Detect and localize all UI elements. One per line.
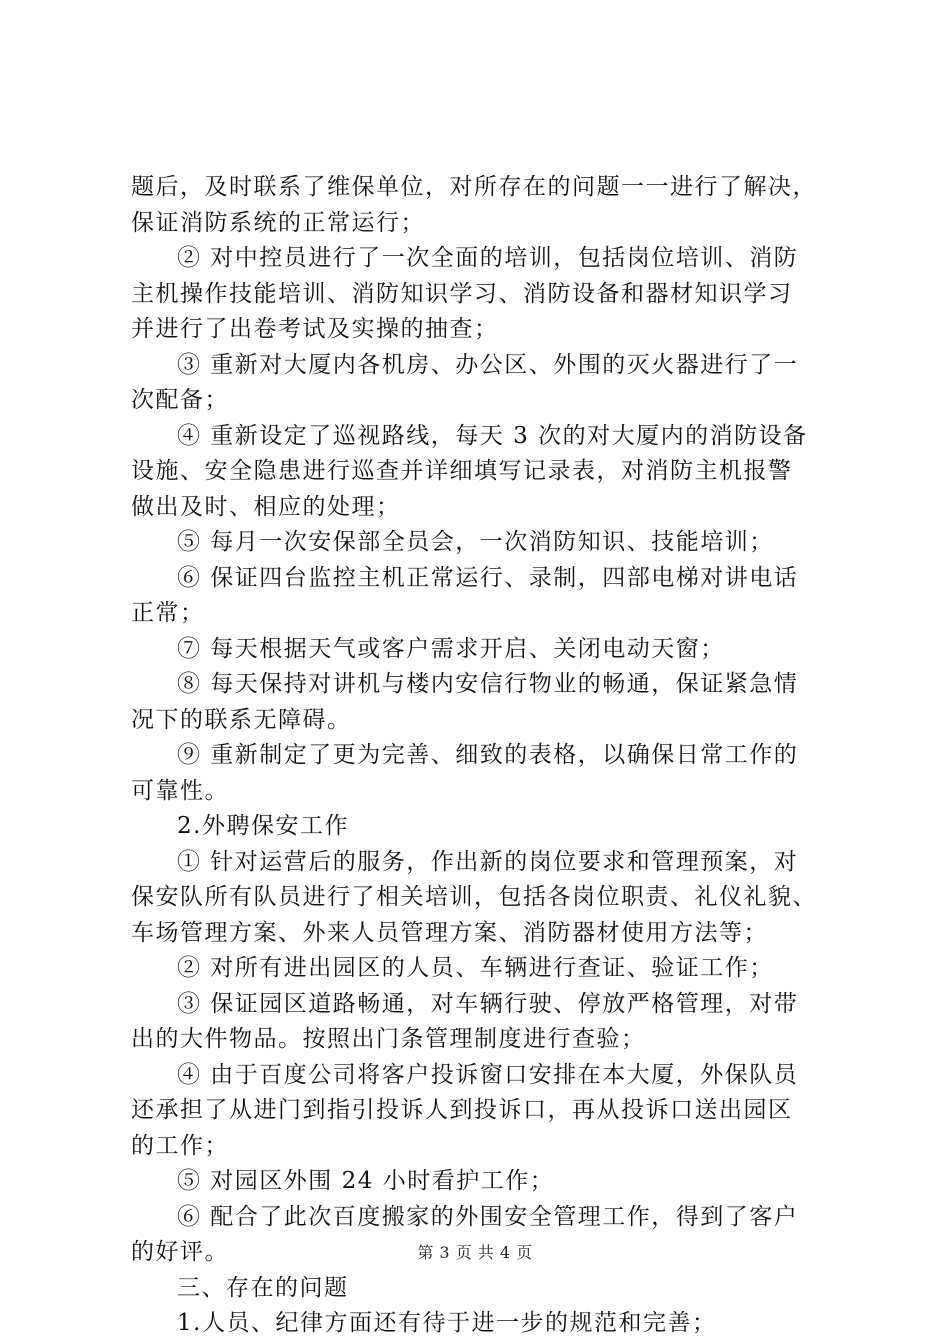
text-line: 的工作； (131, 1132, 229, 1159)
list-item: ⑥ 保证四台监控主机正常运行、录制，四部电梯对讲电话 (177, 564, 799, 591)
section-heading: 三、存在的问题 (177, 1274, 349, 1301)
list-item: ③ 保证园区道路畅通，对车辆行驶、停放严格管理，对带 (177, 990, 799, 1017)
list-item: ④ 由于百度公司将客户投诉窗口安排在本大厦，外保队员 (177, 1061, 799, 1088)
list-item: ⑥ 配合了此次百度搬家的外围安全管理工作，得到了客户 (177, 1203, 799, 1230)
list-item: ⑨ 重新制定了更为完善、细致的表格，以确保日常工作的 (177, 742, 799, 768)
text-line: 出的大件物品。按照出门条管理制度进行查验； (131, 1026, 646, 1052)
text-line: 主机操作技能培训、消防知识学习、消防设备和器材知识学习 (131, 280, 793, 307)
list-item: ⑤ 对园区外围 24 小时看护工作； (177, 1168, 555, 1194)
text-line: 况下的联系无障碍。 (131, 706, 352, 733)
text-line: 做出及时、相应的处理； (131, 493, 401, 520)
list-item: ④ 重新设定了巡视路线，每天 3 次的对大厦内的消防设备 (177, 422, 808, 449)
text-line: 设施、安全隐患进行巡查并详细填写记录表，对消防主机报警 (131, 458, 793, 484)
text-line: 正常； (131, 600, 205, 626)
list-item: ③ 重新对大厦内各机房、办公区、外围的灭火器进行了一 (177, 351, 799, 378)
section-heading: 2.外聘保安工作 (177, 813, 349, 839)
text-line: 保证消防系统的正常运行； (131, 209, 425, 236)
text-line: 车场管理方案、外来人员管理方案、消防器材使用方法等； (131, 919, 768, 946)
page-footer (0, 1243, 950, 1263)
document-body (131, 170, 833, 1342)
list-item: ② 对中控员进行了一次全面的培训，包括岗位培训、消防 (177, 245, 799, 271)
list-item: ⑧ 每天保持对讲机与楼内安信行物业的畅通，保证紧急情 (177, 671, 799, 697)
list-item: ① 针对运营后的服务，作出新的岗位要求和管理预案，对 (177, 848, 799, 875)
text-line: 的好评。 (131, 1239, 229, 1265)
list-item: 1.人员、纪律方面还有待于进一步的规范和完善； (177, 1310, 717, 1336)
text-line: 还承担了从进门到指引投诉人到投诉口，再从投诉口送出园区 (131, 1097, 793, 1123)
page-number: 第 3 页 共 4 页 (417, 1243, 533, 1262)
text-line: 保安队所有队员进行了相关培训，包括各岗位职责、礼仪礼貌、 (131, 884, 817, 910)
list-item: ⑤ 每月一次安保部全员会，一次消防知识、技能培训； (177, 529, 774, 555)
list-item: ⑦ 每天根据天气或客户需求开启、关闭电动天窗； (177, 635, 725, 662)
text-line: 可靠性。 (131, 777, 229, 804)
list-item: ② 对所有进出园区的人员、车辆进行查证、验证工作； (177, 955, 774, 981)
text-line: 并进行了出卷考试及实操的抽查； (131, 316, 499, 342)
text-line: 次配备； (131, 387, 229, 413)
text-line: 题后，及时联系了维保单位，对所存在的问题一一进行了解决， (131, 174, 817, 200)
